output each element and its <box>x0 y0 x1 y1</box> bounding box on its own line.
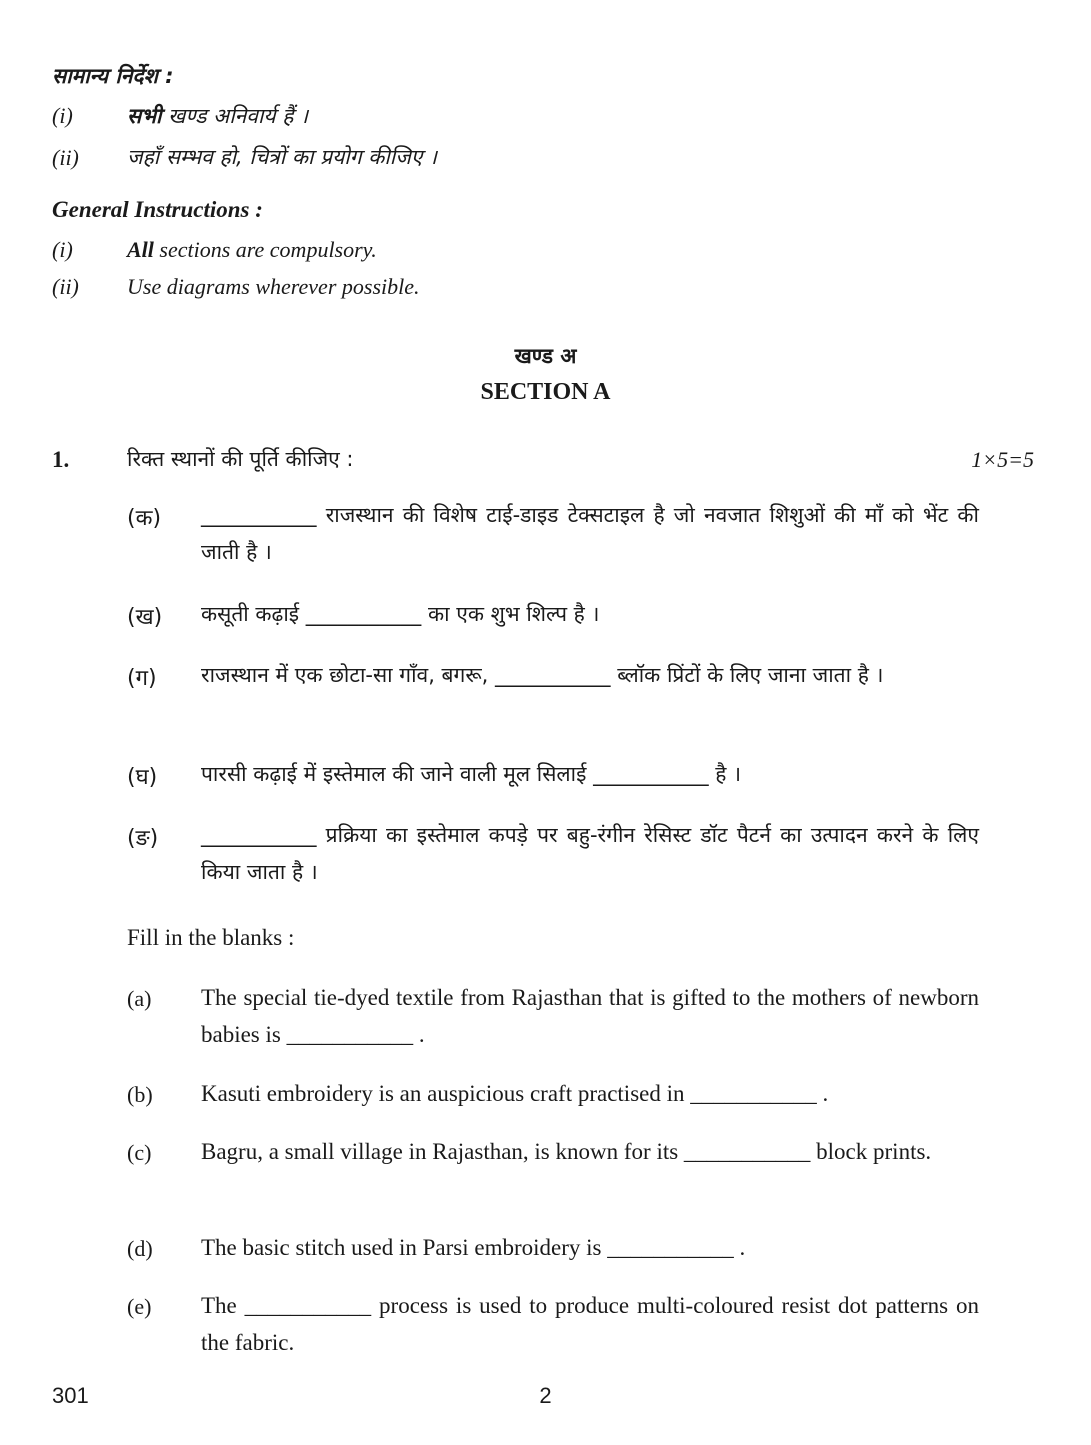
hindi-part-label: (ख) <box>127 605 163 630</box>
english-part-text: Kasuti embroidery is an auspicious craft practised in ___________ . <box>201 1081 829 1106</box>
hindi-instruction-bold: सभी <box>127 104 162 128</box>
english-part-label: (a) <box>127 986 152 1011</box>
page-number: 2 <box>539 1383 552 1408</box>
hindi-instruction-item <box>127 102 308 130</box>
hindi-instruction-text: जहाँ सम्भव हो, चित्रों का प्रयोग कीजिए । <box>127 145 438 169</box>
english-part-text: The special tie-dyed textile from Rajasthan that is gifted to the mothers of newborn babies is ___________ . <box>201 985 979 1047</box>
hindi-part-text: राजस्थान में एक छोटा-सा गाँव, बगरू, ___________ ब्लॉक प्रिंटों के लिए जाना जाता है । <box>201 663 884 687</box>
hindi-instruction-num: (i) <box>52 103 73 128</box>
question-prompt-hindi: रिक्त स्थानों की पूर्ति कीजिए : <box>127 447 354 471</box>
hindi-part-text: ___________ राजस्थान की विशेष टाई-डाइड टेक्सटाइल है जो नवजात शिशुओं की माँ को भेंट की जाती है । <box>201 503 979 564</box>
hindi-instruction-text: खण्ड अनिवार्य हैं । <box>161 104 309 128</box>
question-marks: 1×5=5 <box>971 447 1034 472</box>
hindi-part-text: पारसी कढ़ाई में इस्तेमाल की जाने वाली मूल सिलाई ___________ है । <box>201 762 742 786</box>
english-instruction-bold: All <box>127 237 154 262</box>
english-instructions-heading: General Instructions : <box>52 197 263 222</box>
english-part-text: The ___________ process is used to produce multi-coloured resist dot patterns on the fabric. <box>201 1293 979 1355</box>
english-part-label: (d) <box>127 1236 153 1261</box>
section-heading-english: SECTION A <box>480 379 611 405</box>
hindi-part-label: (क) <box>127 506 162 531</box>
hindi-instruction-num: (ii) <box>52 145 79 170</box>
english-instruction-num: (ii) <box>52 274 79 299</box>
english-instruction-num: (i) <box>52 237 73 262</box>
english-part-text: The basic stitch used in Parsi embroidery is ___________ . <box>201 1235 746 1260</box>
hindi-part-text: ___________ प्रक्रिया का इस्तेमाल कपड़े पर बहु-रंगीन रेसिस्ट डॉट पैटर्न का उत्पादन करने के लिए किया जाता है । <box>201 823 979 884</box>
hindi-instructions-heading: सामान्य निर्देश : <box>52 64 174 88</box>
hindi-part-label: (ग) <box>127 666 157 691</box>
hindi-part-label: (ङ) <box>127 826 159 851</box>
question-prompt-english: Fill in the blanks : <box>127 925 295 950</box>
hindi-part-label: (घ) <box>127 765 158 790</box>
english-part-label: (c) <box>127 1140 152 1165</box>
english-part-label: (b) <box>127 1082 153 1107</box>
english-instruction-text: sections are compulsory. <box>153 237 377 262</box>
paper-code: 301 <box>52 1383 89 1408</box>
english-instruction-item <box>127 237 377 263</box>
section-heading-hindi: खण्ड अ <box>514 344 577 368</box>
question-number: 1. <box>52 447 70 472</box>
english-instruction-text: Use diagrams wherever possible. <box>127 274 420 299</box>
english-part-text: Bagru, a small village in Rajasthan, is known for its ___________ block prints. <box>201 1139 932 1164</box>
hindi-part-text: कसूती कढ़ाई ___________ का एक शुभ शिल्प है । <box>201 602 600 626</box>
english-part-label: (e) <box>127 1294 152 1319</box>
